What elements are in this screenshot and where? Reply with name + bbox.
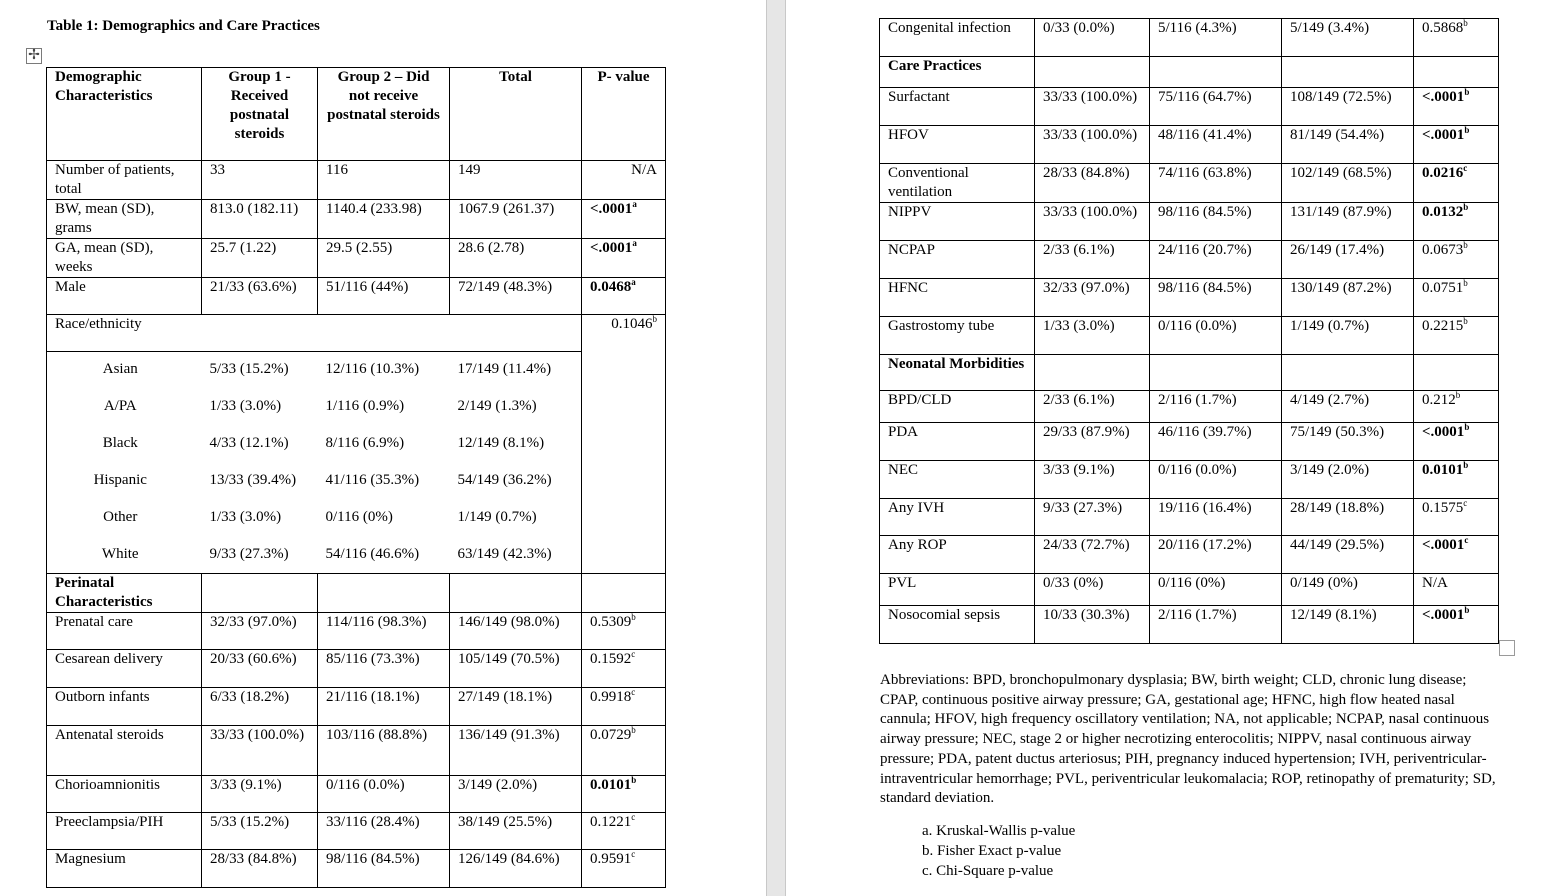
race-label: Black <box>47 426 202 463</box>
row-label: NIPPV <box>880 203 1035 241</box>
p-value-test-marker: b <box>652 314 657 324</box>
group1-value: 813.0 (182.11) <box>202 200 318 239</box>
table-row <box>47 239 666 278</box>
p-value-cell <box>582 688 666 726</box>
row-label: Cesarean delivery <box>47 650 202 688</box>
group2-value: 116 <box>318 161 450 200</box>
row-label: GA, mean (SD), weeks <box>47 239 202 278</box>
group1-value: 33 <box>202 161 318 200</box>
row-label: BW, mean (SD), grams <box>47 200 202 239</box>
group2-value: 0/116 (0%) <box>1150 574 1282 606</box>
group2-value: 51/116 (44%) <box>318 278 450 315</box>
neonatal-morbidities-header-row <box>880 355 1499 391</box>
race-row <box>47 389 666 426</box>
race-label: Asian <box>47 352 202 389</box>
empty-cell <box>1150 355 1282 391</box>
p-value: 0.0729 <box>590 727 632 743</box>
p-value-cell <box>582 613 666 650</box>
p-value: 0.1575 <box>1422 500 1464 516</box>
group1-value: 33/33 (100.0%) <box>1035 88 1150 126</box>
group1-value: 13/33 (39.4%) <box>209 471 297 488</box>
header-group2: Group 2 – Did not receive postnatal steroids <box>318 68 450 161</box>
row-label: Nosocomial sepsis <box>880 606 1035 644</box>
empty-cell <box>1150 57 1282 88</box>
footnotes <box>922 821 1075 881</box>
table-row <box>47 161 666 200</box>
p-value-cell <box>1414 279 1499 317</box>
p-value-test-marker: c <box>631 649 636 659</box>
p-value: 0.9591 <box>590 851 632 867</box>
total-value: 17/149 (11.4%) <box>450 352 582 389</box>
table-row <box>880 126 1499 164</box>
total-value: 75/149 (50.3%) <box>1282 423 1414 461</box>
header-demographic: Demographic Characteristics <box>47 68 202 161</box>
table-row <box>47 850 666 888</box>
empty-cell <box>450 315 582 352</box>
p-value: 0.0751 <box>1422 280 1464 296</box>
table-row <box>47 650 666 688</box>
p-value-cell <box>582 200 666 239</box>
p-value-test-marker: b <box>1463 202 1469 212</box>
empty-cell <box>1282 57 1414 88</box>
row-label: Gastrostomy tube <box>880 317 1035 355</box>
p-value: 0.0101 <box>590 777 632 793</box>
p-value-cell <box>1414 241 1499 279</box>
row-label: NEC <box>880 461 1035 499</box>
row-label: Any IVH <box>880 499 1035 536</box>
perinatal-header-row <box>47 574 666 613</box>
empty-cell <box>1414 355 1499 391</box>
total-value: 27/149 (18.1%) <box>450 688 582 726</box>
total-value: 149 <box>450 161 582 200</box>
row-label: BPD/CLD <box>880 391 1035 423</box>
table-row <box>47 813 666 850</box>
total-value: 146/149 (98.0%) <box>450 613 582 650</box>
empty-cell <box>202 574 318 613</box>
group1-value: 33/33 (100.0%) <box>1035 126 1150 164</box>
table-row <box>47 776 666 813</box>
group1-value: 5/33 (15.2%) <box>209 361 289 377</box>
header-row <box>47 68 666 161</box>
race-label: Hispanic <box>47 463 202 500</box>
p-value: 0.0101 <box>1422 462 1464 478</box>
group2-value: 12/116 (10.3%) <box>325 361 420 377</box>
row-label: Outborn infants <box>47 688 202 726</box>
care-practices-header-row <box>880 57 1499 88</box>
group1-value: 29/33 (87.9%) <box>1035 423 1150 461</box>
group1-value: 4/33 (12.1%) <box>209 434 289 451</box>
p-value: 0.5868 <box>1422 20 1464 36</box>
row-label: Preeclampsia/PIH <box>47 813 202 850</box>
total-value: 136/149 (91.3%) <box>450 726 582 776</box>
group2-value: 1/116 (0.9%) <box>325 397 405 414</box>
p-value: 0.0132 <box>1422 204 1464 220</box>
group1-value: 3/33 (9.1%) <box>1035 461 1150 499</box>
p-value: <.0001 <box>1422 424 1465 440</box>
p-value: 0.0468 <box>590 279 632 295</box>
row-label: Number of patients, total <box>47 161 202 200</box>
total-value: 63/149 (42.3%) <box>450 537 582 574</box>
empty-cell <box>318 574 450 613</box>
race-label: White <box>47 537 202 574</box>
p-value-test-marker: c <box>631 812 636 822</box>
group2-value: 5/116 (4.3%) <box>1150 19 1282 57</box>
row-label: Male <box>47 278 202 315</box>
empty-cell <box>202 315 318 352</box>
total-value: 130/149 (87.2%) <box>1282 279 1414 317</box>
p-value-cell <box>1414 461 1499 499</box>
row-label: PVL <box>880 574 1035 606</box>
table-row <box>47 726 666 776</box>
empty-cell <box>1282 355 1414 391</box>
section-label: Perinatal Characteristics <box>47 574 202 613</box>
group2-value: 0/116 (0.0%) <box>318 776 450 813</box>
group2-value: 46/116 (39.7%) <box>1150 423 1282 461</box>
table-row <box>47 688 666 726</box>
p-value-cell <box>1414 574 1499 606</box>
table-resize-handle-icon[interactable] <box>1499 640 1515 656</box>
row-label: Magnesium <box>47 850 202 888</box>
p-value-test-marker: b <box>631 725 636 735</box>
p-value: <.0001 <box>590 240 633 256</box>
group2-value: 74/116 (63.8%) <box>1150 164 1282 203</box>
group1-value: 1/33 (3.0%) <box>1035 317 1150 355</box>
p-value-test-marker: c <box>631 687 636 697</box>
group1-value: 5/33 (15.2%) <box>202 813 318 850</box>
total-value: 105/149 (70.5%) <box>450 650 582 688</box>
p-value: 0.1221 <box>590 814 632 830</box>
group1-value: 1/33 (3.0%) <box>209 508 282 525</box>
header-total: Total <box>450 68 582 161</box>
p-value-test-marker: b <box>1463 240 1468 250</box>
p-value-cell <box>1414 536 1499 574</box>
race-row <box>47 500 666 537</box>
total-value: 38/149 (25.5%) <box>450 813 582 850</box>
race-row <box>47 463 666 500</box>
total-value: 72/149 (48.3%) <box>450 278 582 315</box>
group2-value: 20/116 (17.2%) <box>1150 536 1282 574</box>
group2-value: 19/116 (16.4%) <box>1150 499 1282 536</box>
group2-value: 85/116 (73.3%) <box>318 650 450 688</box>
group2-value: 75/116 (64.7%) <box>1150 88 1282 126</box>
group1-value: 3/33 (9.1%) <box>202 776 318 813</box>
group2-value: 2/116 (1.7%) <box>1150 606 1282 644</box>
p-value-cell <box>1414 19 1499 57</box>
race-row <box>47 352 666 389</box>
empty-cell <box>582 463 666 500</box>
group1-value: 28/33 (84.8%) <box>202 850 318 888</box>
group1-value: 9/33 (27.3%) <box>1035 499 1150 536</box>
table-row <box>47 613 666 650</box>
group2-value: 0/116 (0%) <box>325 508 393 525</box>
p-value-cell <box>582 315 666 352</box>
table-row <box>880 461 1499 499</box>
row-label: HFOV <box>880 126 1035 164</box>
total-value: 102/149 (68.5%) <box>1282 164 1414 203</box>
abbreviations-note: Abbreviations: BPD, bronchopulmonary dysplasia; BW, birth weight; CLD, chronic lung disease; CPAP, continuous positive airway pressure; GA, gestational age; HFNC, high flow heated nasal cannula; HFOV, high frequency oscillatory ventilation; NA, not applicable; NCPAP, nasal continuous airway pressure; NEC, stage 2 or higher necrotizing enterocolitis; NIPPV, nasal continuous airway pressure; PDA, patent ductus arteriosus; PIH, pregnancy induced hypertension; IVH, periventricular-intraventricular hemorrhage; PVL, periventricular leukomalacia; ROP, retinopathy of prematurity; SD, standard deviation. <box>880 672 1496 807</box>
race-label: Other <box>47 500 202 537</box>
p-value-cell <box>1414 423 1499 461</box>
p-value-cell <box>1414 164 1499 203</box>
total-value: 4/149 (2.7%) <box>1282 391 1414 423</box>
total-value: 28/149 (18.8%) <box>1282 499 1414 536</box>
group2-value: 1140.4 (233.98) <box>318 200 450 239</box>
group2-value: 48/116 (41.4%) <box>1150 126 1282 164</box>
empty-cell <box>582 500 666 537</box>
group1-value: 1/33 (3.0%) <box>209 397 282 414</box>
total-value: 3/149 (2.0%) <box>450 776 582 813</box>
p-value-cell <box>582 726 666 776</box>
p-value: 0.212 <box>1422 392 1456 408</box>
group1-value: 6/33 (18.2%) <box>202 688 318 726</box>
empty-cell <box>1414 57 1499 88</box>
empty-cell <box>1035 355 1150 391</box>
p-value-test-marker: b <box>1455 390 1461 400</box>
p-value: 0.0216 <box>1422 165 1464 181</box>
group1-value: 21/33 (63.6%) <box>202 278 318 315</box>
group1-value: 32/33 (97.0%) <box>202 613 318 650</box>
group2-value: 21/116 (18.1%) <box>318 688 450 726</box>
footnote-b: b. Fisher Exact p-value <box>922 843 1062 859</box>
p-value: <.0001 <box>1422 537 1465 553</box>
empty-cell <box>582 389 666 426</box>
row-label: Antenatal steroids <box>47 726 202 776</box>
table-row <box>880 164 1499 203</box>
group2-value: 103/116 (88.8%) <box>318 726 450 776</box>
group2-value: 0/116 (0.0%) <box>1150 317 1282 355</box>
p-value: N/A <box>631 162 657 178</box>
p-value-cell <box>1414 317 1499 355</box>
empty-cell <box>582 537 666 574</box>
group2-value: 41/116 (35.3%) <box>325 471 420 488</box>
group1-value: 28/33 (84.8%) <box>1035 164 1150 203</box>
p-value-test-marker: a <box>632 199 637 209</box>
section-label: Neonatal Morbidities <box>880 355 1035 391</box>
p-value-cell <box>582 278 666 315</box>
table-row <box>880 203 1499 241</box>
p-value: 0.5309 <box>590 614 632 630</box>
group2-value: 0/116 (0.0%) <box>1150 461 1282 499</box>
p-value: 0.2215 <box>1422 318 1464 334</box>
row-label: Surfactant <box>880 88 1035 126</box>
demographics-table <box>46 67 666 888</box>
group1-value: 24/33 (72.7%) <box>1035 536 1150 574</box>
p-value-test-marker: b <box>1463 460 1469 470</box>
p-value-test-marker: b <box>1464 422 1470 432</box>
p-value-cell <box>582 850 666 888</box>
p-value-test-marker: a <box>632 238 637 248</box>
group2-value: 24/116 (20.7%) <box>1150 241 1282 279</box>
group1-value: 2/33 (6.1%) <box>1035 391 1150 423</box>
row-label: Congenital infection <box>880 19 1035 57</box>
document-page-left <box>0 0 766 896</box>
total-value: 131/149 (87.9%) <box>1282 203 1414 241</box>
group1-value: 2/33 (6.1%) <box>1035 241 1150 279</box>
p-value: <.0001 <box>590 201 633 217</box>
total-value: 5/149 (3.4%) <box>1282 19 1414 57</box>
p-value: <.0001 <box>1422 89 1465 105</box>
total-value: 54/149 (36.2%) <box>450 463 582 500</box>
table-row <box>880 279 1499 317</box>
table-row <box>880 536 1499 574</box>
group1-value: 33/33 (100.0%) <box>1035 203 1150 241</box>
table-title: Table 1: Demographics and Care Practices <box>47 18 320 34</box>
table-row <box>880 391 1499 423</box>
p-value-test-marker: b <box>1464 605 1470 615</box>
footnote-a: a. Kruskal-Wallis p-value <box>922 823 1076 839</box>
race-row <box>47 537 666 574</box>
p-value-cell <box>1414 391 1499 423</box>
group1-value: 20/33 (60.6%) <box>202 650 318 688</box>
table-row <box>880 317 1499 355</box>
p-value: 0.9918 <box>590 689 632 705</box>
p-value-test-marker: c <box>1463 163 1468 173</box>
table-row <box>880 88 1499 126</box>
group2-value: 29.5 (2.55) <box>318 239 450 278</box>
p-value-cell <box>582 813 666 850</box>
row-label: HFNC <box>880 279 1035 317</box>
total-value: 44/149 (29.5%) <box>1282 536 1414 574</box>
p-value-test-marker: b <box>1463 18 1468 28</box>
race-label: A/PA <box>47 389 202 426</box>
header-p-value: P- value <box>582 68 666 161</box>
empty-cell <box>582 352 666 389</box>
p-value-test-marker: b <box>1464 87 1470 97</box>
p-value-cell <box>582 239 666 278</box>
section-label: Care Practices <box>880 57 1035 88</box>
empty-cell <box>318 315 450 352</box>
group2-value: 98/116 (84.5%) <box>1150 203 1282 241</box>
p-value-test-marker: c <box>1463 498 1468 508</box>
total-value: 1067.9 (261.37) <box>450 200 582 239</box>
p-value-cell <box>1414 203 1499 241</box>
p-value-test-marker: c <box>1464 535 1469 545</box>
p-value: 0.1046 <box>611 316 653 332</box>
p-value-test-marker: b <box>1464 125 1470 135</box>
p-value-cell <box>582 650 666 688</box>
row-label: Chorioamnionitis <box>47 776 202 813</box>
total-value: 81/149 (54.4%) <box>1282 126 1414 164</box>
race-label: Race/ethnicity <box>47 315 202 352</box>
table-row <box>880 499 1499 536</box>
page-gutter <box>766 0 786 896</box>
group2-value: 33/116 (28.4%) <box>318 813 450 850</box>
table-move-handle-icon[interactable]: ✢ <box>26 48 42 64</box>
row-label: PDA <box>880 423 1035 461</box>
group1-value: 9/33 (27.3%) <box>209 545 289 562</box>
race-row <box>47 426 666 463</box>
total-value: 126/149 (84.6%) <box>450 850 582 888</box>
group2-value: 54/116 (46.6%) <box>325 545 420 562</box>
group1-value: 10/33 (30.3%) <box>1035 606 1150 644</box>
row-label: Conventional ventilation <box>880 164 1035 203</box>
p-value-cell <box>582 776 666 813</box>
p-value-test-marker: b <box>631 775 637 785</box>
total-value: 12/149 (8.1%) <box>450 426 582 463</box>
p-value-cell <box>1414 499 1499 536</box>
race-header-row <box>47 315 666 352</box>
total-value: 2/149 (1.3%) <box>450 389 582 426</box>
group2-value: 8/116 (6.9%) <box>325 434 405 451</box>
p-value-cell <box>1414 606 1499 644</box>
p-value-test-marker: b <box>1463 278 1468 288</box>
empty-cell <box>582 426 666 463</box>
group1-value: 32/33 (97.0%) <box>1035 279 1150 317</box>
row-label: Any ROP <box>880 536 1035 574</box>
empty-cell <box>582 574 666 613</box>
empty-cell <box>1035 57 1150 88</box>
footnote-c: c. Chi-Square p-value <box>922 863 1054 879</box>
total-value: 26/149 (17.4%) <box>1282 241 1414 279</box>
total-value: 28.6 (2.78) <box>450 239 582 278</box>
group1-value: 33/33 (100.0%) <box>202 726 318 776</box>
p-value-cell <box>582 161 666 200</box>
group2-value: 98/116 (84.5%) <box>1150 279 1282 317</box>
row-label: NCPAP <box>880 241 1035 279</box>
p-value: 0.1592 <box>590 651 632 667</box>
group2-value: 114/116 (98.3%) <box>318 613 450 650</box>
total-value: 1/149 (0.7%) <box>1282 317 1414 355</box>
p-value-cell <box>1414 126 1499 164</box>
p-value: 0.0673 <box>1422 242 1464 258</box>
total-value: 3/149 (2.0%) <box>1282 461 1414 499</box>
table-row <box>880 423 1499 461</box>
table-row <box>880 241 1499 279</box>
total-value: 1/149 (0.7%) <box>450 500 582 537</box>
p-value: N/A <box>1422 575 1448 591</box>
group1-value: 0/33 (0%) <box>1035 574 1150 606</box>
p-value: <.0001 <box>1422 127 1465 143</box>
table-row <box>880 19 1499 57</box>
total-value: 0/149 (0%) <box>1282 574 1414 606</box>
p-value-test-marker: c <box>631 849 636 859</box>
group1-value: 0/33 (0.0%) <box>1035 19 1150 57</box>
group2-value: 98/116 (84.5%) <box>318 850 450 888</box>
p-value-cell <box>1414 88 1499 126</box>
empty-cell <box>450 574 582 613</box>
total-value: 12/149 (8.1%) <box>1282 606 1414 644</box>
group2-value: 2/116 (1.7%) <box>1150 391 1282 423</box>
group1-value: 25.7 (1.22) <box>202 239 318 278</box>
table-row <box>880 606 1499 644</box>
table-row <box>47 278 666 315</box>
care-practices-table <box>879 18 1499 644</box>
table-row <box>880 574 1499 606</box>
p-value: <.0001 <box>1422 607 1465 623</box>
total-value: 108/149 (72.5%) <box>1282 88 1414 126</box>
p-value-test-marker: b <box>631 612 636 622</box>
p-value-test-marker: a <box>631 277 636 287</box>
p-value-test-marker: b <box>1463 316 1468 326</box>
row-label: Prenatal care <box>47 613 202 650</box>
table-row <box>47 200 666 239</box>
header-group1: Group 1 - Received postnatal steroids <box>202 68 318 161</box>
